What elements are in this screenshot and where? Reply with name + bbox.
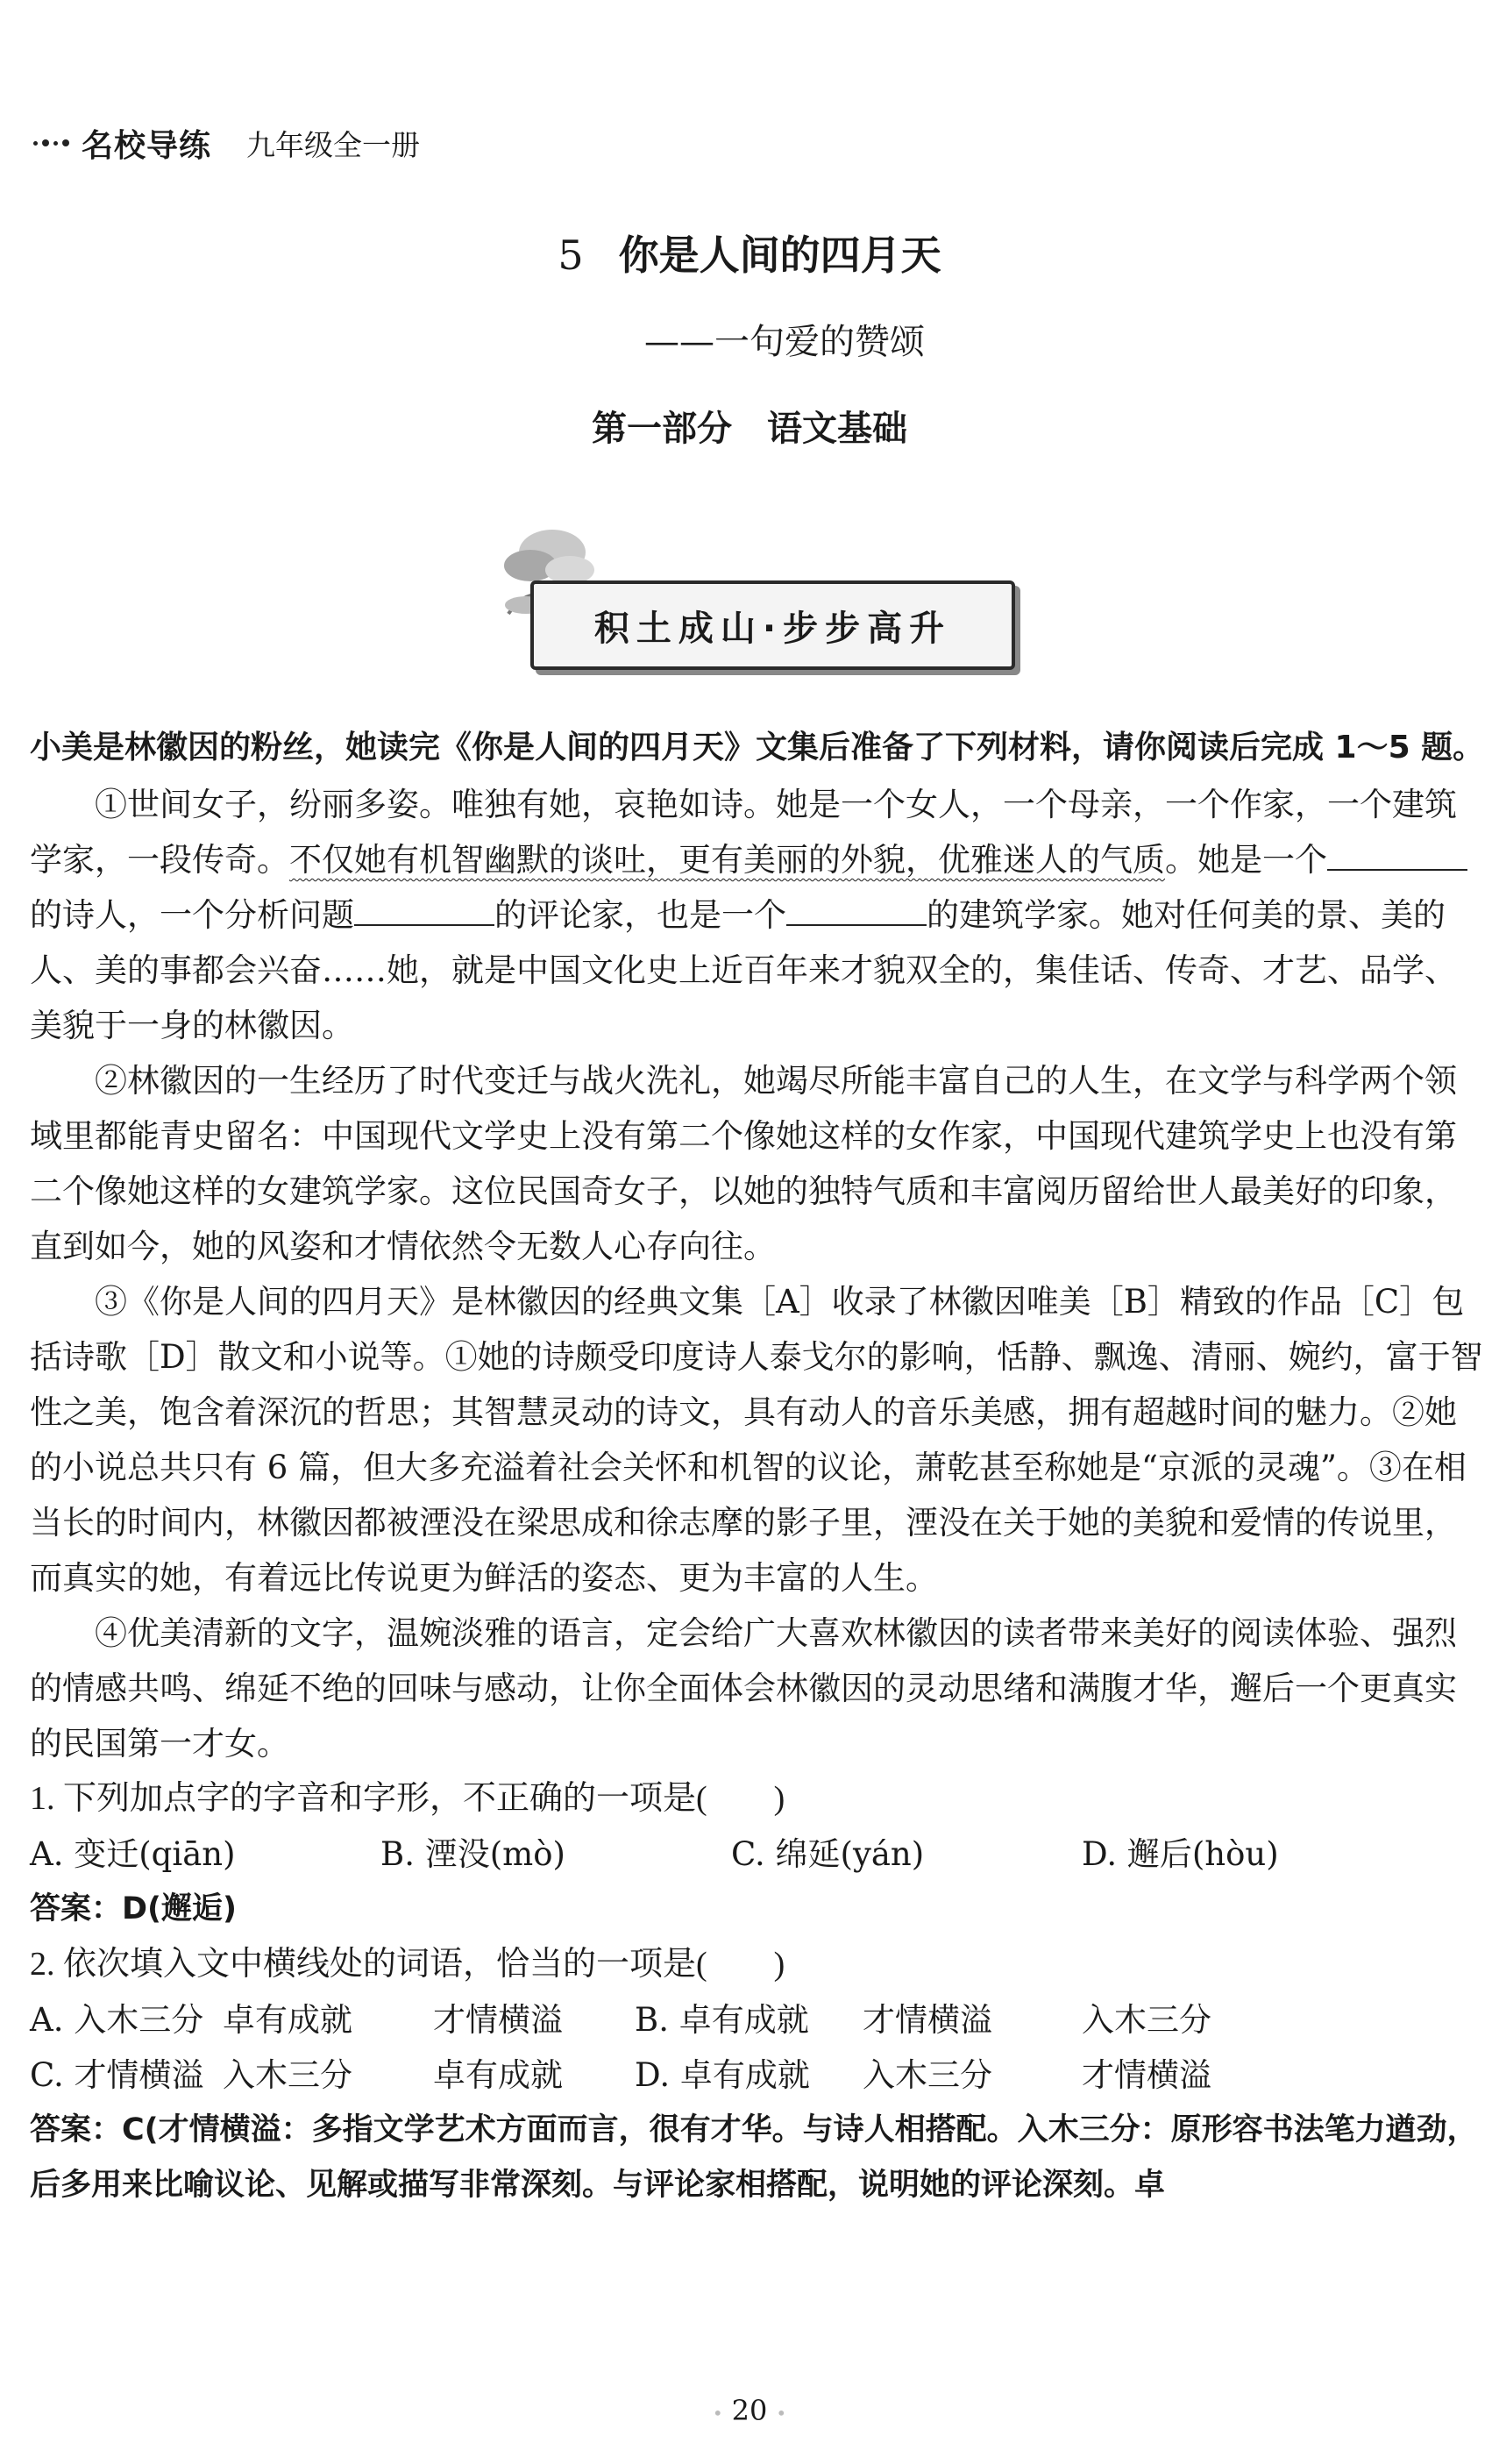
q2-option-cell: 入木三分: [223, 2056, 352, 2094]
question-2-stem: 2. 依次填入文中横线处的词语，恰当的一项是( ): [30, 1946, 785, 1983]
question-1-options: [30, 1827, 1485, 1882]
q2-option-cell: 卓有成就: [433, 2056, 563, 2094]
q2-option-cell: 入木三分: [1082, 2001, 1211, 2039]
dots-icon: [33, 139, 69, 146]
question-1-answer: 答案：D(邂逅): [30, 1891, 238, 1926]
question-2-options: [30, 1992, 1485, 2103]
paragraph-1-text-b: 。她是一个: [1165, 841, 1327, 879]
part-heading: 第一部分 语文基础: [592, 409, 907, 449]
q2-option-cell: 卓有成就: [223, 2001, 352, 2039]
paragraph-1-text: ①世间女子，纷丽多姿。唯独有她，哀艳如诗。她是一个女人，一个母亲，一个作家，一个建筑学家，一段传奇。: [30, 786, 1457, 879]
lesson-title-text: 你是人间的四月天: [618, 231, 941, 279]
paragraph-4: ④优美清新的文字，温婉淡雅的语言，定会给广大喜欢林徽因的读者带来美好的阅读体验、强烈的情感共鸣、绵延不绝的回味与感动，让你全面体会林徽因的灵动思绪和满腹才华，邂后一个更真实的民国第一才女。: [30, 1614, 1457, 1763]
paragraph-3: ③《你是人间的四月天》是林徽因的经典文集［A］收录了林徽因唯美［B］精致的作品［C］包括诗歌［D］散文和小说等。①她的诗颇受印度诗人泰戈尔的影响，恬静、飘逸、清丽、婉约，富于智性之美，饱含着深沉的哲思；其智慧灵动的诗文，具有动人的音乐美感，拥有超越时间的魅力。②她的小说总共只有 6 篇，但大多充溢着社会关怀和机智的议论，萧乾甚至称她是“京派的灵魂”。③在相当长的时间内，林徽因都被湮没在梁思成和徐志摩的影子里，湮没在关于她的美貌和爱情的传说里，而真实的她，有着远比传说更为鲜活的姿态、更为丰富的人生。: [30, 1283, 1483, 1597]
paragraph-2: ②林徽因的一生经历了时代变迁与战火洗礼，她竭尽所能丰富自己的人生，在文学与科学两个领域里都能青史留名：中国现代文学史上没有第二个像她这样的女作家，中国现代建筑学史上也没有第二个像她这样的女建筑学家。这位民国奇女子，以她的独特气质和丰富阅历留给世人最美好的印象，直到如今，她的风姿和才情依然令无数人心存向往。: [30, 1062, 1457, 1265]
q2-option-cell: 入木三分: [863, 2056, 992, 2094]
q2-option-cell: 才情横溢: [863, 2001, 992, 2039]
question-2-answer: 答案：C(才情横溢：多指文学艺术方面而言，很有才华。与诗人相搭配。入木三分：原形容书法笔力遒劲，后多用来比喻议论、见解或描写非常深刻。与评论家相搭配，说明她的评论深刻。卓: [30, 2112, 1478, 2203]
section-banner: [491, 517, 1017, 693]
q2-option-cell: 才情横溢: [1082, 2056, 1211, 2094]
banner-label: 积土成山·步步高升: [530, 580, 1015, 670]
paragraph-1-text-e: 的建筑学家。她对任何美的景、美的人、美的事都会兴奋……她，就是中国文化史上近百年来才貌双全的，集佳话、传奇、才艺、品学、美貌于一身的林徽因。: [30, 896, 1457, 1044]
q1-option-c[interactable]: C. 绵延(yán): [731, 1835, 925, 1873]
paragraph-1-text-c: 的诗人，一个分析问题: [30, 896, 354, 934]
question-1-stem: 1. 下列加点字的字音和字形，不正确的一项是( ): [30, 1780, 785, 1817]
q1-option-d[interactable]: D. 邂后(hòu): [1082, 1835, 1279, 1873]
lesson-number: 5: [558, 231, 584, 279]
page-header: [33, 118, 420, 167]
lesson-subtitle: ——一句爱的赞颂: [644, 322, 925, 362]
main-content: [30, 719, 1485, 2213]
q1-option-b[interactable]: B. 湮没(mò): [380, 1835, 565, 1873]
intro-text: 小美是林徽因的粉丝，她读完《你是人间的四月天》文集后准备了下列材料，请你阅读后完成 1～5 题。: [30, 730, 1485, 766]
fill-blank-3[interactable]: [786, 893, 927, 926]
fill-blank-1[interactable]: [1327, 837, 1467, 871]
paragraph-1: [30, 777, 1485, 1053]
page-number: • 20 •: [0, 2394, 1499, 2427]
lesson-title: [0, 224, 1499, 281]
brand-title: 名校导练: [82, 127, 212, 164]
q2-option-cell[interactable]: B. 卓有成就: [635, 2001, 809, 2039]
q2-option-cell[interactable]: C. 才情横溢: [30, 2056, 204, 2094]
wavy-underlined-sentence: 不仅她有机智幽默的谈吐，更有美丽的外貌，优雅迷人的气质: [289, 841, 1165, 879]
q2-option-cell: 才情横溢: [433, 2001, 563, 2039]
q1-option-a[interactable]: A. 变迁(qiān): [30, 1835, 236, 1873]
paragraph-1-text-d: 的评论家，也是一个: [494, 896, 786, 934]
q2-option-cell[interactable]: A. 入木三分: [30, 2001, 204, 2039]
grade-label: 九年级全一册: [246, 127, 421, 162]
q2-option-cell[interactable]: D. 卓有成就: [635, 2056, 810, 2094]
fill-blank-2[interactable]: [354, 893, 494, 926]
